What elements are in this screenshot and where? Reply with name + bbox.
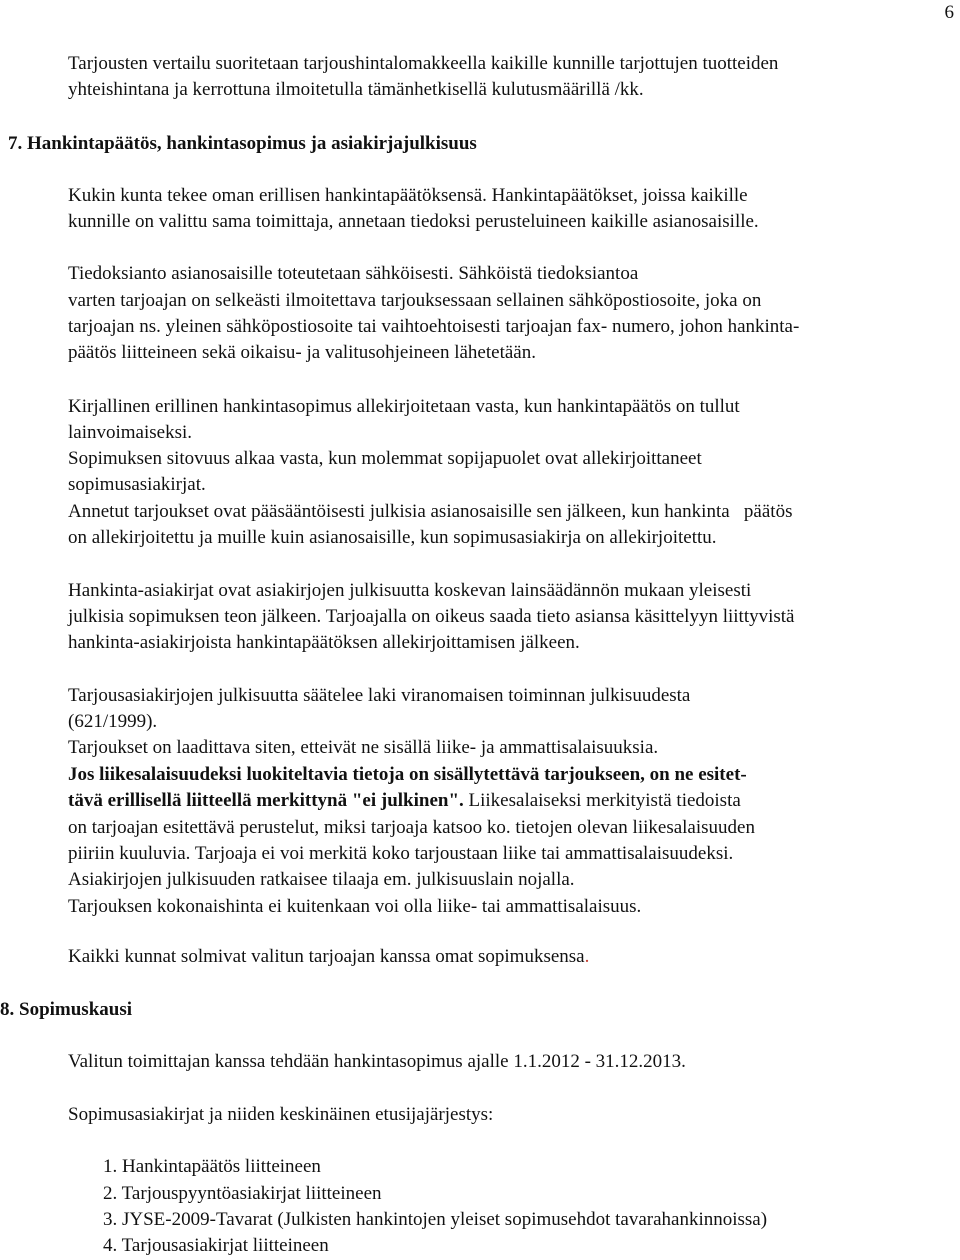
s7-p4-line-3: hankinta-asiakirjoista hankintapäätöksen allekirjoittamisen jälkeen. [68, 632, 580, 653]
section-8-heading: 8. Sopimuskausi [0, 999, 133, 1020]
s8-list-item-3: 3. JYSE-2009-Tavarat (Julkisten hankintojen yleiset sopimusehdot tavarahankinnoissa) [103, 1209, 768, 1230]
s7-p4-line-1: Hankinta-asiakirjat ovat asiakirjojen julkisuutta koskevan lainsäädännön mukaan yleisesti [68, 580, 752, 601]
s7-p1-line-1: Kukin kunta tekee oman erillisen hankintapäätöksensä. Hankintapäätökset, joissa kaikille [68, 185, 748, 206]
s7-p5-line-3: Tarjoukset on laadittava siten, etteivät ne sisällä liike- ja ammattisalaisuuksia. [68, 737, 659, 758]
s7-p4-line-2: julkisia sopimuksen teon jälkeen. Tarjoajalla on oikeus saada tieto asiansa käsittelyyn liittyvistä [68, 606, 795, 627]
s7-p5-line-5-bold: tävä erillisellä liitteellä merkittynä "ei julkinen". [68, 790, 464, 811]
s7-p5-line-1: Tarjousasiakirjojen julkisuutta säätelee laki viranomaisen toiminnan julkisuudesta [68, 685, 691, 706]
s7-p6-line [68, 944, 589, 970]
s7-p5-line-2: (621/1999). [68, 711, 158, 732]
s7-p5-line-9: Tarjouksen kokonaishinta ei kuitenkaan voi olla liike- tai ammattisalaisuus. [68, 896, 642, 917]
s7-p5-line-8: Asiakirjojen julkisuuden ratkaisee tilaaja em. julkisuuslain nojalla. [68, 869, 575, 890]
s7-p6-dot: . [584, 946, 590, 967]
s7-p5-line-7: piiriin kuuluvia. Tarjoaja ei voi merkitä koko tarjoustaan liike tai ammattisalaisuudeksi. [68, 843, 734, 864]
s8-list-item-4: 4. Tarjousasiakirjat liitteineen [103, 1235, 329, 1256]
s7-p1-line-2: kunnille on valittu sama toimittaja, annetaan tiedoksi perusteluineen kaikille asianosaisille. [68, 211, 759, 232]
s7-p3-line-6: on allekirjoitettu ja muille kuin asianosaisille, kun sopimusasiakirja on allekirjoitettu. [68, 527, 717, 548]
intro-line-1: Tarjousten vertailu suoritetaan tarjoushintalomakkeella kaikille kunnille tarjottujen tuotteiden [68, 53, 779, 74]
s7-p3-line-3: Sopimuksen sitovuus alkaa vasta, kun molemmat sopijapuolet ovat allekirjoittaneet [68, 448, 702, 469]
s7-p3-line-2: lainvoimaiseksi. [68, 422, 193, 443]
page-number: 6 [944, 2, 954, 23]
s8-list-item-1: 1. Hankintapäätös liitteineen [103, 1156, 321, 1177]
intro-line-2: yhteishintana ja kerrottuna ilmoitetulla tämänhetkisellä kulutusmäärillä /kk. [68, 79, 644, 100]
s8-p1: Valitun toimittajan kanssa tehdään hankintasopimus ajalle 1.1.2012 - 31.12.2013. [68, 1051, 686, 1072]
s7-p2-line-2: varten tarjoajan on selkeästi ilmoitettava tarjouksessaan sellainen sähköpostiosoite, joka on [68, 290, 762, 311]
s7-p2-line-1: Tiedoksianto asianosaisille toteutetaan sähköisesti. Sähköistä tiedoksiantoa [68, 263, 639, 284]
s7-p3-line-5: Annetut tarjoukset ovat pääsääntöisesti julkisia asianosaisille sen jälkeen, kun hankinta päätös [68, 501, 793, 522]
s7-p5-line-4-bold: Jos liikesalaisuudeksi luokiteltavia tietoja on sisällytettävä tarjoukseen, on ne esitet- [68, 764, 747, 785]
s7-p3-line-4: sopimusasiakirjat. [68, 474, 206, 495]
s7-p5-line-6: on tarjoajan esitettävä perustelut, miksi tarjoaja katsoo ko. tietojen olevan liikesalaisuuden [68, 817, 755, 838]
s7-p5-line-5 [68, 788, 741, 814]
s7-p5-line-5-rest: Liikesalaiseksi merkityistä tiedoista [463, 790, 741, 811]
s7-p3-line-1: Kirjallinen erillinen hankintasopimus allekirjoitetaan vasta, kun hankintapäätös on tullut [68, 396, 740, 417]
s8-list-item-2: 2. Tarjouspyyntöasiakirjat liitteineen [103, 1183, 382, 1204]
s7-p6-text: Kaikki kunnat solmivat valitun tarjoajan kanssa omat sopimuksensa [68, 946, 585, 967]
s8-p2: Sopimusasiakirjat ja niiden keskinäinen etusijajärjestys: [68, 1104, 494, 1125]
s7-p2-line-4: päätös liitteineen sekä oikaisu- ja valitusohjeineen lähetetään. [68, 342, 536, 363]
section-7-heading: 7. Hankintapäätös, hankintasopimus ja asiakirjajulkisuus [8, 133, 477, 154]
s7-p2-line-3: tarjoajan ns. yleinen sähköpostiosoite tai vaihtoehtoisesti tarjoajan fax- numero, johon hankinta- [68, 316, 800, 337]
